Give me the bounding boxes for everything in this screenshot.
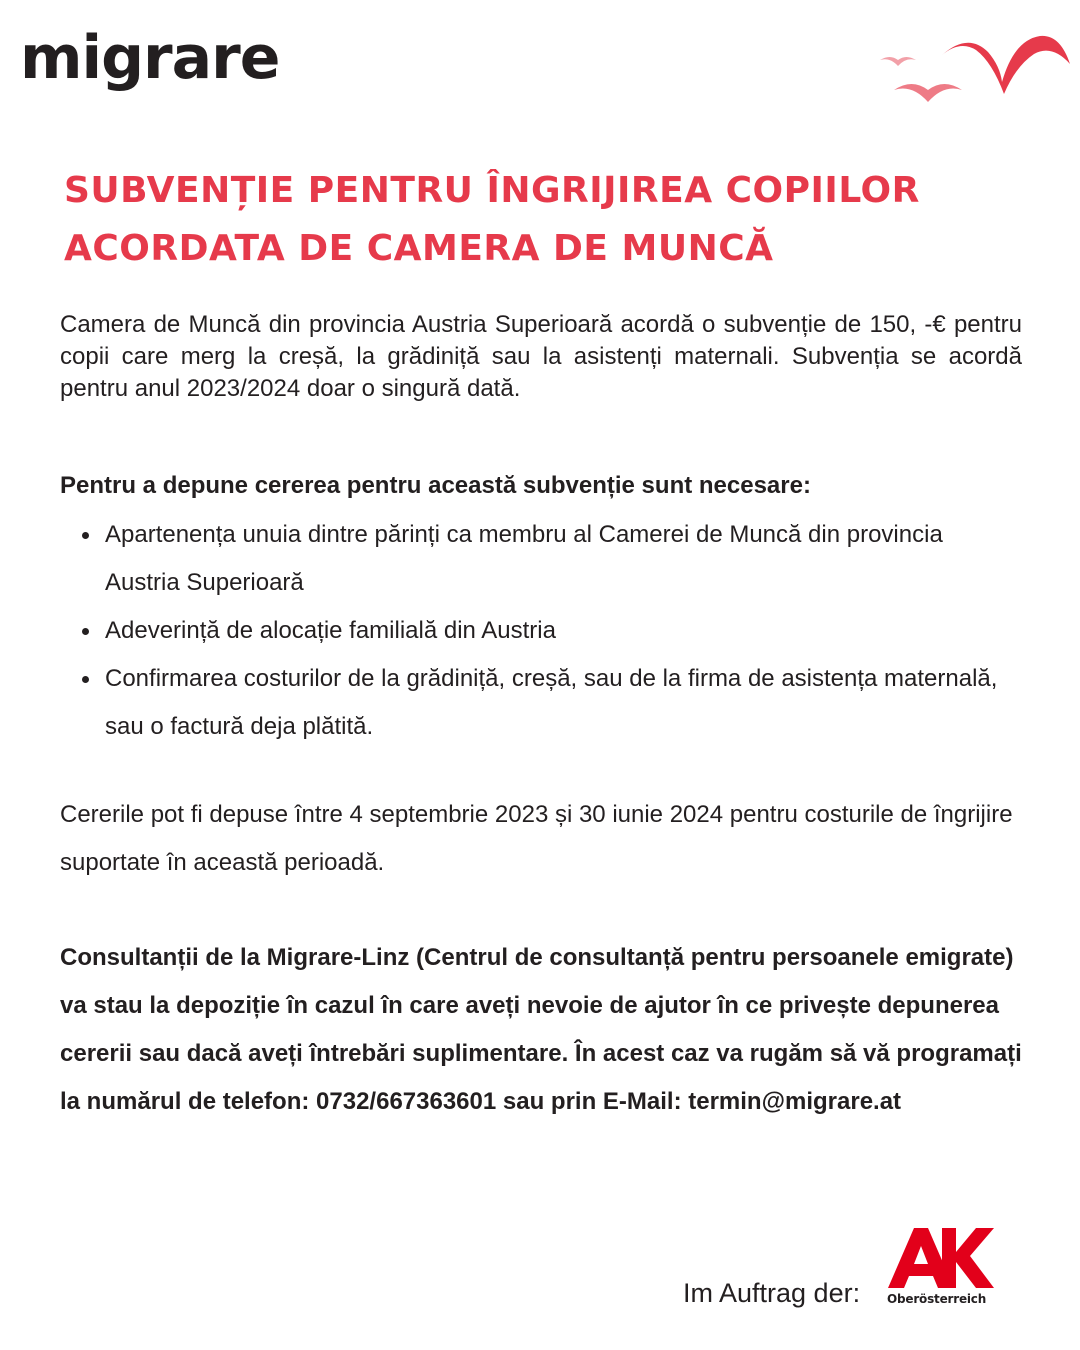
commissioned-by-label: Im Auftrag der:	[683, 1278, 861, 1308]
list-item	[60, 655, 1022, 751]
list-item-text: Confirmarea costurilor de la grădiniță, creșă, sau de la firma de asistența maternală, sau o factură deja plătită.	[105, 665, 998, 740]
requirements-list	[60, 511, 1022, 751]
ak-logo-subtitle: Oberösterreich	[887, 1292, 987, 1306]
requirements-heading: Pentru a depune cererea pentru această subvenție sunt necesare:	[60, 472, 811, 499]
bullet-icon	[82, 676, 89, 683]
application-period: Cererile pot fi depuse între 4 septembrie 2023 și 30 iunie 2024 pentru costurile de îngrijire suportate în această perioadă.	[60, 801, 1013, 876]
consultation-paragraph: Consultanții de la Migrare-Linz (Centrul de consultanță pentru persoanele emigrate) va stau la depoziție în cazul în care aveți nevoie de ajutor în ce privește depunerea cererii sau dacă aveți întrebări suplimentare. În acest caz va rugăm să vă programați la numărul de telefon: 0732/667363601 sau prin E-Mail: termin@migrare.at	[60, 944, 1022, 1115]
title-line-2: ACORDATA DE CAMERA DE MUNCĂ	[64, 228, 774, 269]
list-item	[60, 511, 1022, 607]
title-line-1: SUBVENȚIE PENTRU ÎNGRIJIREA COPIILOR	[64, 170, 920, 211]
ak-letters-icon	[884, 1226, 994, 1288]
brand-logo: migrare	[20, 23, 280, 93]
list-item-text: Adeverință de alocație familială din Austria	[105, 617, 556, 644]
page-title	[64, 162, 1024, 278]
bullet-icon	[82, 628, 89, 635]
list-item	[60, 607, 1022, 655]
birds-icon	[872, 30, 1072, 116]
ak-logo	[884, 1226, 994, 1316]
list-item-text: Apartenența unuia dintre părinți ca membru al Camerei de Muncă din provincia Austria Superioară	[105, 521, 943, 596]
bullet-icon	[82, 532, 89, 539]
intro-paragraph: Camera de Muncă din provincia Austria Superioară acordă o subvenție de 150, -€ pentru copii care merg la creșă, la grădiniță sau la asistenți maternali. Subvenția se acordă pentru anul 2023/2024 doar o singură dată.	[60, 311, 1022, 402]
